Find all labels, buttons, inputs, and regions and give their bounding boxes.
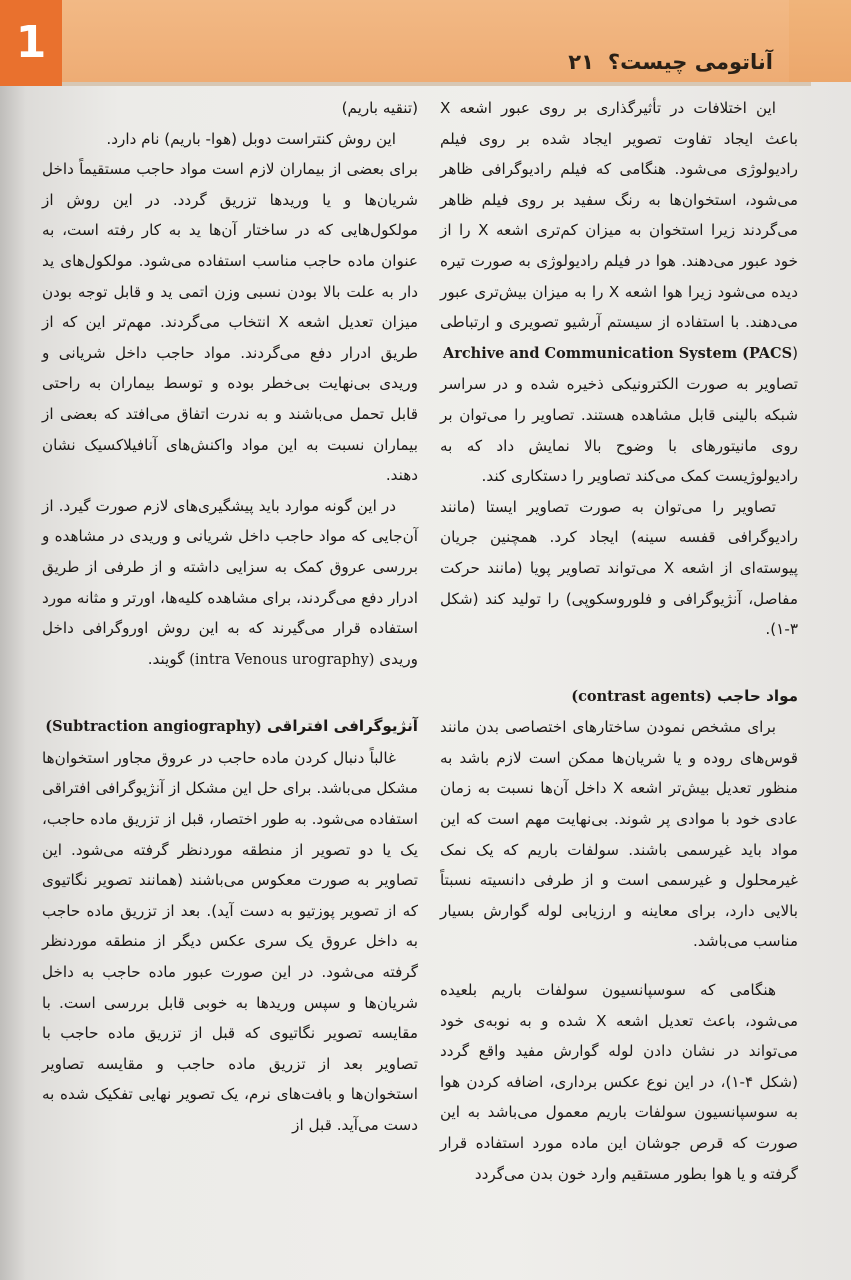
paragraph: غالباً دنبال کردن ماده حاجب در عروق مجاور استخوان‌ها مشکل می‌باشد. برای حل این مشکل از آنژیوگرافی افتراقی استفاده می‌شود. به طور اختصار، قبل از تزریق ماده حاجب، یک یا دو تصویر از منطقه موردنظر گرفته می‌شود. این تصاویر به صورت معکوس می‌باشند (همانند تصویر نگاتیوی که از تصویر پوزتیو به دست آید). بعد از تزریق ماده حاجب به داخل عروق یک سری عکس دیگر از منطقه موردنظر گرفته می‌شود. در این صورت عبور ماده حاجب به داخل شریان‌ها و سپس وریدها به خوبی قابل بررسی است. با مقایسه تصویر نگاتیوی که قبل از تزریق ماده حاجب با تصاویر بعد از تزریق ماده حاجب و مقایسه تصاویر استخوان‌ها و بافت‌های نرم، یک تصویر نهایی تفکیک شده به دست می‌آید. قبل از bbox=[42, 748, 418, 1134]
chapter-title: آناتومی چیست؟ bbox=[607, 50, 773, 74]
paragraph: برای مشخص نمودن ساختارهای اختصاصی بدن مانند قوس‌های روده و یا شریان‌ها ممکن است لازم باشد به منظور تعدیل بیش‌تر اشعه X داخل آن‌ها نسبت به زمان عادی خود با موادی پر شوند. بی‌نهایت مهم است که این مواد باید غیرسمی باشند. سولفات باریم که یک نمک غیرمحلول و غیرسمی است و از طرفی دانسیته نسبتاً بالایی دارد، برای معاینه و ارزیابی لوله گوارش بسیار مناسب می‌باشد. bbox=[440, 718, 798, 951]
header-rule bbox=[62, 82, 811, 86]
paragraph: تصاویر را می‌توان به صورت تصاویر ایستا (مانند رادیوگرافی قفسه سینه) ایجاد کرد. همچنین جریان پیوسته‌ای از اشعه X می‌تواند تصاویر پویا (مانند حرکت مفاصل، آنژیوگرافی و فلوروسکوپی) را تولید کند (شکل ۳-۱). bbox=[440, 497, 798, 639]
paragraph: این روش کنتراست دوبل (هوا- باریم) نام دارد. bbox=[106, 129, 396, 148]
heading-latin: (contrast agents) bbox=[571, 687, 712, 705]
right-column bbox=[440, 93, 798, 1189]
page-number: ۲۱ bbox=[568, 50, 594, 74]
chapter-number: 1 bbox=[15, 17, 47, 68]
left-column bbox=[42, 93, 418, 1141]
paragraph: (تنقیه باریم) bbox=[341, 99, 418, 117]
pacs-term: Archive and Communication System (PACS bbox=[442, 344, 793, 362]
paragraph: در این گونه موارد باید پیشگیری‌های لازم صورت گیرد. از آن‌جایی که مواد حاجب داخل شریانی و وریدی در مشاهده و بررسی عروق کمک به سزایی داشته و از طرفی از طریق ادرار دفع می‌گردند، برای مشاهده کلیه‌ها، اورتر و مثانه مورد استفاده قرار می‌گیرند که به این روش اوروگرافی داخل وریدی (intra Venous urography) گویند. bbox=[42, 496, 418, 668]
spacer bbox=[440, 957, 798, 975]
section-heading: مواد حاجب (contrast agents) bbox=[571, 686, 798, 705]
page-fold-shadow bbox=[0, 86, 26, 1280]
spacer bbox=[42, 675, 418, 711]
header-title bbox=[568, 50, 773, 74]
section-heading: آنژیوگرافی افتراقی (Subtraction angiography) bbox=[45, 717, 418, 736]
paragraph: این اختلافات در تأثیرگذاری بر روی عبور اشعه X باعث ایجاد تفاوت تصویر ایجاد شده بر روی فیلم رادیولوژی می‌شود. هنگامی که فیلم رادیوگرافی ظاهر می‌شود، استخوان‌ها به رنگ سفید بر روی فیلم ظاهر می‌گردند زیرا استخوان به میزان کم‌تری اشعه X را از خود عبور می‌دهند. هوا در فیلم رادیولوژی به صورت تیره دیده می‌شود زیرا هوا اشعه X را به میزان بیش‌تری عبور می‌دهند. با استفاده از سیستم آرشیو تصویری و ارتباطی (Archive and Communication System (PACS bbox=[440, 99, 798, 362]
chapter-tab bbox=[0, 0, 62, 86]
paragraph: هنگامی که سوسپانسیون سولفات باریم بلعیده می‌شود، باعث تعدیل اشعه X شده و به نوبه‌ی خود می‌تواند در نشان دادن لوله گوارش مفید واقع گردد (شکل ۴-۱)، در این نوع عکس برداری، اضافه کردن هوا به سوسپانسیون سولفات باریم معمول می‌باشد به این صورت که قرص جوشان این ماده مورد استفاده قرار گرفته و یا هوا بطور مستقیم وارد خون بدن می‌گردد bbox=[440, 981, 799, 1183]
paragraph: برای بعضی از بیماران لازم است مواد حاجب مستقیماً داخل شریان‌ها و یا وریدها تزریق گردد. در این روش از مولکول‌هایی که در ساختار آن‌ها ید به کار رفته است، به عنوان ماده حاجب مناسب استفاده می‌شود. مولکول‌های ید دار به علت بالا بودن نسبی وزن اتمی ید و قابل توجه بودن میزان تعدیل اشعه X انتخاب می‌گردند. مهم‌تر این که از طریق ادرار دفع می‌گردند. مواد حاجب داخل شریانی و وریدی بی‌نهایت بی‌خطر بوده و توسط بیماران به راحتی قابل تحمل می‌باشند و به ندرت اتفاق می‌افتد که بعضی از بیماران نسبت به این مواد واکنش‌های آنافیلاکسیک نشان دهند. bbox=[42, 160, 418, 485]
page-header bbox=[0, 0, 851, 82]
ivu-term: (intra Venous urography) bbox=[189, 651, 375, 668]
paragraph: تصاویر به صورت الکترونیکی ذخیره شده و در سراسر شبکه بالینی قابل مشاهده هستند. تصاویر را می‌توان بر روی مانیتورهای با وضوح بالا نمایش داد که به رادیولوژیست کمک می‌کند تصاویر را دستکاری کند. bbox=[440, 375, 798, 486]
spacer bbox=[440, 645, 798, 681]
heading-latin: (Subtraction angiography) bbox=[45, 718, 262, 736]
